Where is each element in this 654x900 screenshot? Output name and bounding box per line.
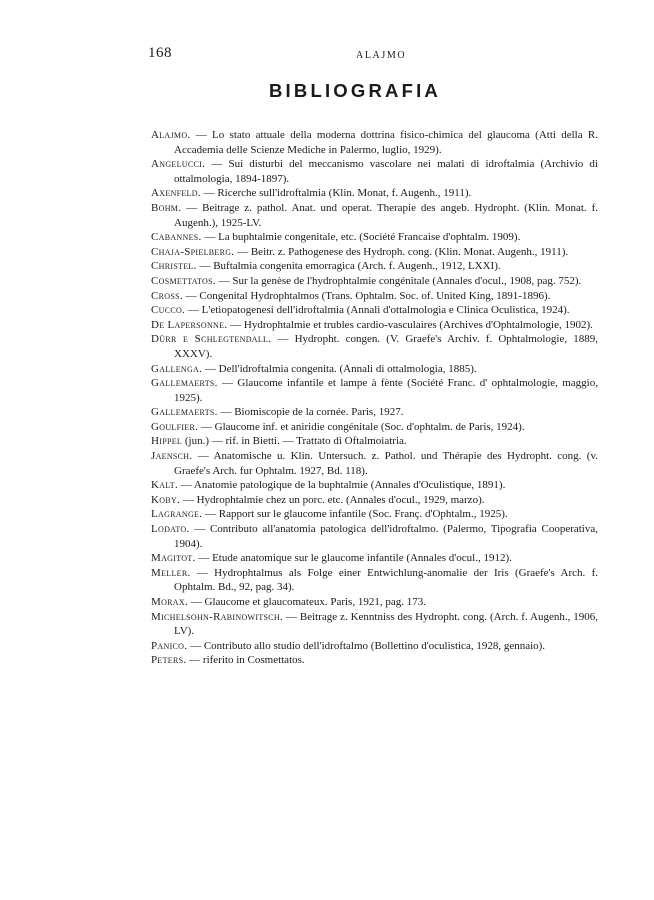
entry-author: Jaensch. — [151, 450, 193, 463]
entry-author: Michelsohn-Rabinowitsch. — [151, 610, 284, 623]
entry-author: Cross. — [151, 289, 183, 302]
entry-author: Christel. — [151, 260, 197, 273]
entry-text: — Anatomische u. Klin. Untersuch. z. Pathol. und Thérapie des Hydropht. cong. (v. Graefe's Arch. fur Ophtalm. 1927, Bd. 118). — [174, 450, 598, 477]
entry-author: Meller. — [151, 566, 191, 579]
bibliography-entry — [151, 186, 598, 201]
entry-author: Panico. — [151, 639, 188, 652]
bibliography-entry — [151, 507, 598, 522]
bibliography-entry — [151, 201, 598, 230]
bibliography-entry — [151, 318, 598, 333]
entry-text: — Contributo allo studio dell'idroftalmo (Bollettino d'oculistica, 1928, gennaio). — [187, 639, 546, 652]
bibliography-entry — [151, 289, 598, 304]
entry-text: — riferito in Cosmettatos. — [186, 654, 305, 667]
bibliography-entry — [151, 449, 598, 478]
page-number: 168 — [148, 45, 172, 61]
entry-text: — Buftalmia congenita emorragica (Arch. f. Augenh., 1912, LXXI). — [196, 260, 501, 273]
entry-text: — Sui disturbi del meccanismo vascolare nei malati di idroftalmia (Archivio di ottalmologia, 1894-1897). — [174, 158, 598, 185]
entry-author: Chaja-Spielberg. — [151, 245, 235, 258]
entry-text: (jun.) — rif. in Bietti. — Trattato di Oftalmoiatria. — [182, 435, 407, 448]
entry-author: Goulfier. — [151, 420, 199, 433]
entry-author: Koby. — [151, 493, 181, 506]
entry-text: — Sur la genèse de l'hydrophtalmie congénitale (Annales d'ocul., 1908, pag. 752). — [215, 274, 582, 287]
entry-text: — Glaucome et glaucomateux. Paris, 1921, pag. 173. — [188, 596, 426, 608]
entry-author: Lodato. — [151, 523, 190, 536]
bibliography-entry — [151, 245, 598, 260]
entry-author: Cosmettatos. — [151, 274, 216, 287]
entry-text: — Congenital Hydrophtalmos (Trans. Ophtalm. Soc. of. United King, 1891-1896). — [182, 289, 551, 302]
entry-text: — Etude anatomique sur le glaucome infantile (Annales d'ocul., 1912). — [195, 552, 512, 565]
entry-text: — Hydropht. congen. (V. Graefe's Archiv. f. Ophtalmologie, 1889, XXXV). — [174, 333, 598, 360]
bibliography-entry — [151, 639, 598, 654]
entry-text: — Contributo all'anatomia patologica dell'idroftalmo. (Palermo, Tipografia Cooperativa, 1904). — [174, 523, 598, 550]
bibliography-entry — [151, 274, 598, 289]
entry-text: — Hydrophtalmus als Folge einer Entwichlung-anomalie der Iris (Graefe's Arch. f. Ophtalm. Bd., 92, pag. 34). — [174, 566, 598, 594]
entry-text: — Hydrophtalmie et trubles cardio-vasculaires (Archives d'Ophtalmologie, 1902). — [227, 318, 593, 331]
bibliography-entry — [151, 303, 598, 318]
entry-author: Gallemaerts. — [151, 377, 218, 390]
bibliography-list — [151, 128, 598, 668]
entry-text: — Lo stato attuale della moderna dottrina fisico-chimica del glaucoma (Atti della R. Accademia delle Scienze Mediche in Palermo, luglio, 1929). — [174, 129, 598, 156]
entry-text: — Beitr. z. Pathogenese des Hydroph. cong. (Klin. Monat. Augenh., 1911). — [234, 245, 569, 258]
entry-author: Cabannes. — [151, 231, 202, 244]
entry-author: Lagrange. — [151, 508, 203, 521]
bibliography-entry — [151, 230, 598, 245]
entry-author: Cucco. — [151, 304, 186, 317]
entry-author: Magitot. — [151, 552, 196, 565]
entry-text: — Beitrage z. pathol. Anat. und operat. Therapie des angeb. Hydropht. (Klin. Monat. f. Augenh.), 1925-LV. — [174, 201, 598, 229]
bibliography-entry — [151, 259, 598, 274]
entry-author: Peters. — [151, 654, 187, 667]
bibliography-entry — [151, 434, 598, 449]
entry-author: De Lapersonne. — [151, 318, 228, 331]
bibliography-entry — [151, 478, 598, 493]
entry-author: Angelucci. — [151, 158, 206, 171]
bibliography-entry — [151, 362, 598, 377]
entry-author: Hippel — [151, 435, 183, 448]
entry-text: — L'etiopatogenesi dell'idroftalmia (Annali d'ottalmologia e Clinica Oculistica, 1924). — [185, 304, 570, 317]
bibliography-entry — [151, 522, 598, 551]
bibliography-entry — [151, 376, 598, 405]
entry-text: — Glaucome inf. et aniridie congénitale (Soc. d'ophtalm. de Paris, 1924). — [198, 420, 525, 433]
entry-text: — Rapport sur le glaucome infantile (Soc. Franç. d'Ophtalm., 1925). — [202, 508, 508, 521]
entry-text: — Ricerche sull'idroftalmia (Klin. Monat, f. Augenh., 1911). — [200, 187, 472, 200]
bibliography-entry — [151, 157, 598, 186]
bibliography-entry — [151, 332, 598, 361]
bibliography-entry — [151, 551, 598, 566]
bibliography-entry — [151, 493, 598, 508]
entry-author: Alajmo. — [151, 129, 191, 141]
entry-text: — Anatomie patologique de la buphtalmie (Annales d'Oculistique, 1891). — [178, 479, 506, 492]
entry-author: Gallemaerts. — [151, 406, 218, 419]
bibliography-entry — [151, 420, 598, 435]
bibliography-entry — [151, 653, 598, 668]
bibliography-entry — [151, 595, 598, 610]
bibliography-entry — [151, 610, 598, 639]
entry-author: Morax. — [151, 596, 188, 608]
entry-author: Axenfeld. — [151, 187, 201, 200]
entry-author: Gallenga. — [151, 362, 203, 375]
entry-text: — Glaucome infantile et lampe à fènte (Société Franc. d' ophtalmologie, maggio, 1925). — [174, 377, 598, 404]
section-title: BIBLIOGRAFIA — [268, 80, 441, 101]
entry-text: — Beitrage z. Kenntniss des Hydropht. cong. (Arch. f. Augenh., 1906, LV). — [174, 610, 598, 638]
bibliography-entry — [151, 566, 598, 595]
entry-text: — Hydrophtalmie chez un porc. etc. (Annales d'ocul., 1929, marzo). — [180, 493, 485, 506]
running-head: ALAJMO — [356, 50, 407, 61]
bibliography-entry — [151, 128, 598, 157]
entry-text: — Biomiscopie de la cornée. Paris, 1927. — [217, 406, 404, 419]
entry-text: — Dell'idroftalmia congenita. (Annali di ottalmologia, 1885). — [202, 362, 477, 375]
bibliography-entry — [151, 405, 598, 420]
entry-text: — La buphtalmie congenitale, etc. (Société Francaise d'ophtalm. 1909). — [201, 231, 521, 244]
entry-author: Kalt. — [151, 479, 179, 492]
entry-author: Dürr e Schlegtendall. — [151, 333, 272, 346]
entry-author: Bohm. — [151, 201, 182, 214]
